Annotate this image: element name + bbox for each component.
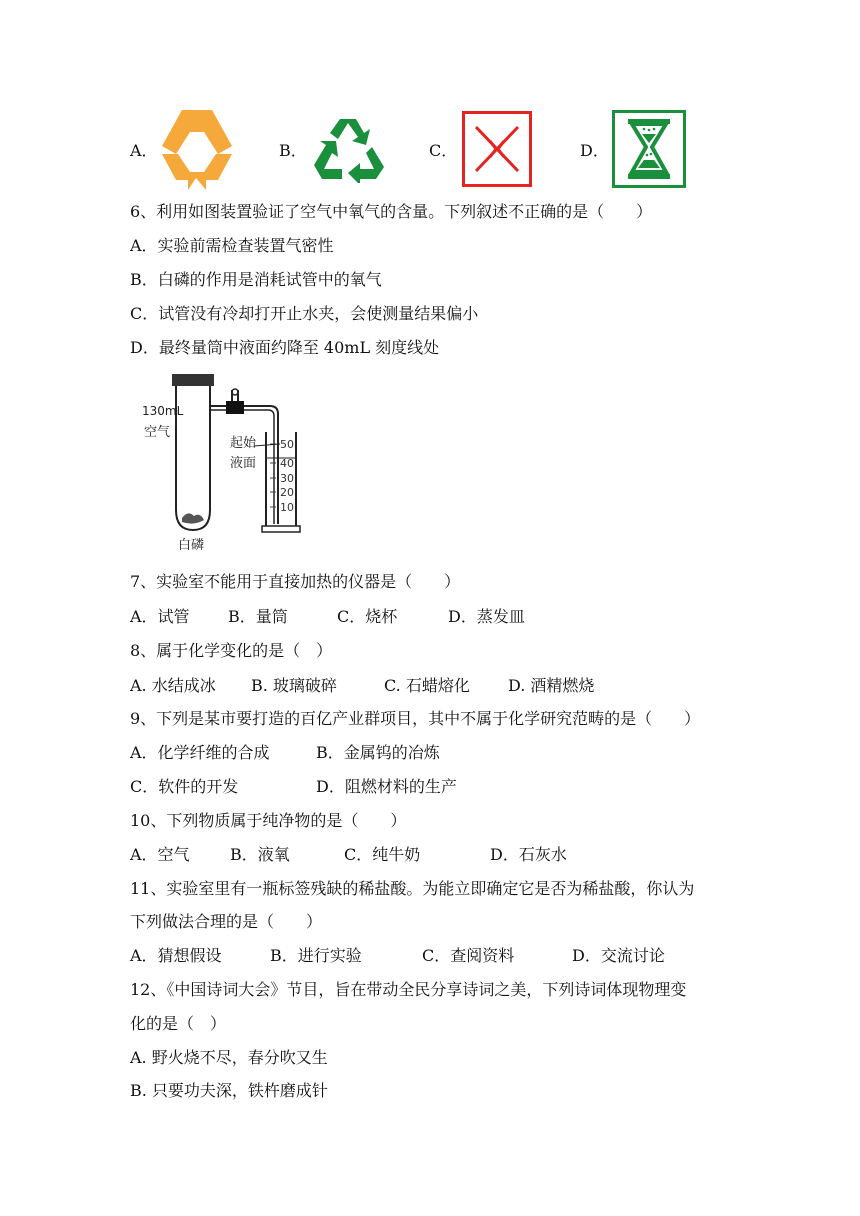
air-label: 空气 — [144, 425, 171, 440]
q10-option: A．空气 — [130, 845, 190, 864]
q6-option-a: A．实验前需检查装置气密性 — [130, 236, 334, 255]
q8-option: C. 石蜡熔化 — [384, 676, 470, 695]
q11-option: D．交流讨论 — [572, 946, 665, 965]
scale-tick-label: 40 — [280, 457, 294, 470]
q7-option: D．蒸发皿 — [448, 607, 525, 626]
oxygen-experiment-figure — [138, 370, 308, 555]
orange-recycling-arrows-icon — [160, 108, 234, 192]
q5-option-d-label: D． — [580, 141, 609, 160]
scale-tick-label: 50 — [280, 438, 294, 451]
scale-tick-label: 20 — [280, 486, 294, 499]
q10-option: C．纯牛奶 — [344, 845, 421, 864]
q9-option: B．金属钨的冶炼 — [316, 743, 440, 762]
q7-stem: 7、实验室不能用于直接加热的仪器是（ ） — [130, 572, 461, 591]
q11-stem-line-2: 下列做法合理的是（ ） — [130, 912, 323, 931]
air-volume-label: 130mL — [142, 404, 184, 418]
q11-stem-line-1: 11、实验室里有一瓶标签残缺的稀盐酸。为能立即确定它是否为稀盐酸，你认为 — [130, 879, 695, 898]
scale-tick-label: 10 — [280, 501, 294, 514]
q6-stem: 6、利用如图装置验证了空气中氧气的含量。下列叙述不正确的是（ ） — [130, 202, 653, 221]
q5-option-b-label: B． — [279, 141, 307, 160]
q12-stem-line-1: 12、《中国诗词大会》节目，旨在带动全民分享诗词之美，下列诗词体现物理变 — [130, 980, 687, 999]
q7-option: B．量筒 — [228, 607, 288, 626]
q9-stem: 9、下列是某市要打造的百亿产业群项目，其中不属于化学研究范畴的是（ ） — [130, 709, 701, 728]
q5-option-c-label: C． — [429, 141, 458, 160]
q10-option: B．液氧 — [230, 845, 290, 864]
q9-option: C．软件的开发 — [130, 777, 239, 796]
white-phosphorus — [182, 513, 204, 523]
q5-option-a-label: A． — [130, 141, 158, 160]
q12-stem-line-2: 化的是（ ） — [130, 1014, 227, 1033]
q8-option: B. 玻璃破碎 — [251, 676, 337, 695]
q6-option-b: B．白磷的作用是消耗试管中的氧气 — [130, 270, 382, 289]
scale-tick-label: 30 — [280, 472, 294, 485]
q8-stem: 8、属于化学变化的是（ ） — [130, 641, 333, 660]
q8-option: A. 水结成冰 — [130, 676, 216, 695]
hourglass-water-icon — [612, 110, 686, 188]
green-recycle-triangle-icon — [310, 113, 388, 183]
q6-option-c: C．试管没有冷却打开止水夹，会使测量结果偏小 — [130, 304, 479, 323]
q11-option: A．猜想假设 — [130, 946, 222, 965]
q9-option: A．化学纤维的合成 — [130, 743, 270, 762]
q9-option: D．阻燃材料的生产 — [316, 777, 457, 796]
q10-stem: 10、下列物质属于纯净物的是（ ） — [130, 811, 407, 830]
water-clamp — [226, 401, 244, 414]
phosphorus-label: 白磷 — [178, 538, 205, 553]
q8-option: D. 酒精燃烧 — [508, 676, 595, 695]
q6-option-d: D．最终量筒中液面约降至 40mL 刻度线处 — [130, 338, 440, 357]
q12-option-a: A. 野火烧不尽，春分吹又生 — [130, 1048, 328, 1067]
red-cross-arrows-icon — [462, 111, 532, 187]
q7-option: A．试管 — [130, 607, 190, 626]
rubber-stopper — [172, 374, 214, 386]
q12-option-b: B. 只要功夫深，铁杵磨成针 — [130, 1081, 328, 1100]
q7-option: C．烧杯 — [337, 607, 398, 626]
q10-option: D．石灰水 — [490, 845, 567, 864]
q11-option: B．进行实验 — [270, 946, 362, 965]
q11-option: C．查阅资料 — [422, 946, 515, 965]
start-level-label-1: 起始 — [230, 436, 257, 451]
start-level-label-2: 液面 — [230, 456, 257, 471]
